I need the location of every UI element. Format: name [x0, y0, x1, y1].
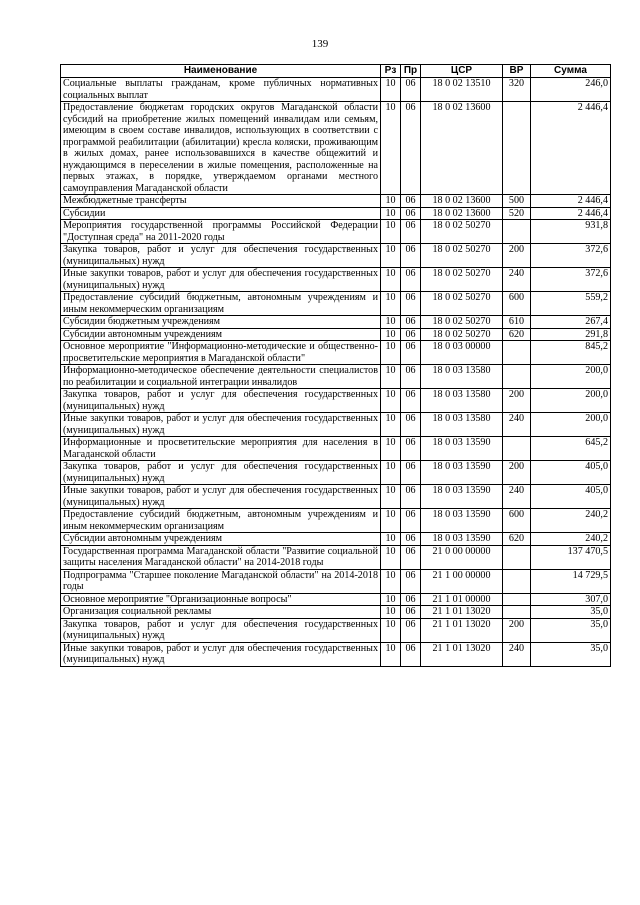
cell-vr [503, 593, 531, 606]
cell-vr: 620 [503, 328, 531, 341]
header-pr: Пр [401, 65, 421, 78]
cell-csr: 21 0 00 00000 [421, 545, 503, 569]
table-row [61, 606, 611, 619]
cell-name: Закупка товаров, работ и услуг для обеспечения государственных (муниципальных) нужд [61, 244, 381, 268]
cell-rz: 10 [381, 268, 401, 292]
table-row [61, 316, 611, 329]
cell-pr: 06 [401, 220, 421, 244]
cell-name: Мероприятия государственной программы Российской Федерации "Доступная среда" на 2011-2020 годы [61, 220, 381, 244]
cell-vr [503, 437, 531, 461]
cell-sum: 845,2 [531, 341, 611, 365]
cell-pr: 06 [401, 413, 421, 437]
cell-rz: 10 [381, 569, 401, 593]
cell-pr: 06 [401, 437, 421, 461]
page-number: 139 [311, 38, 329, 50]
cell-csr: 18 0 03 13580 [421, 365, 503, 389]
cell-name: Субсидии [61, 207, 381, 220]
cell-csr: 18 0 03 13580 [421, 389, 503, 413]
cell-csr: 18 0 03 13580 [421, 413, 503, 437]
cell-csr: 21 1 01 13020 [421, 618, 503, 642]
cell-vr: 610 [503, 316, 531, 329]
cell-rz: 10 [381, 533, 401, 546]
cell-sum: 137 470,5 [531, 545, 611, 569]
cell-vr: 620 [503, 533, 531, 546]
cell-rz: 10 [381, 207, 401, 220]
cell-csr: 18 0 02 50270 [421, 328, 503, 341]
cell-vr [503, 545, 531, 569]
cell-csr: 18 0 02 13600 [421, 207, 503, 220]
cell-sum: 372,6 [531, 268, 611, 292]
cell-vr [503, 220, 531, 244]
table-row [61, 207, 611, 220]
cell-sum: 267,4 [531, 316, 611, 329]
cell-sum: 240,2 [531, 533, 611, 546]
cell-sum: 559,2 [531, 292, 611, 316]
cell-csr: 21 1 00 00000 [421, 569, 503, 593]
cell-csr: 18 0 02 13600 [421, 195, 503, 208]
cell-sum: 240,2 [531, 509, 611, 533]
cell-sum: 2 446,4 [531, 195, 611, 208]
cell-vr: 240 [503, 268, 531, 292]
cell-pr: 06 [401, 341, 421, 365]
cell-name: Субсидии бюджетным учреждениям [61, 316, 381, 329]
cell-pr: 06 [401, 389, 421, 413]
cell-rz: 10 [381, 220, 401, 244]
cell-name: Предоставление субсидий бюджетным, автономным учреждениям и иным некоммерческим организациям [61, 292, 381, 316]
cell-name: Основное мероприятие "Организационные вопросы" [61, 593, 381, 606]
cell-vr: 320 [503, 78, 531, 102]
cell-sum: 405,0 [531, 461, 611, 485]
cell-pr: 06 [401, 509, 421, 533]
cell-rz: 10 [381, 437, 401, 461]
cell-rz: 10 [381, 365, 401, 389]
cell-sum: 246,0 [531, 78, 611, 102]
cell-pr: 06 [401, 365, 421, 389]
cell-rz: 10 [381, 485, 401, 509]
cell-rz: 10 [381, 593, 401, 606]
cell-sum: 200,0 [531, 365, 611, 389]
cell-pr: 06 [401, 533, 421, 546]
table-row [61, 195, 611, 208]
cell-csr: 18 0 02 50270 [421, 316, 503, 329]
cell-sum: 931,8 [531, 220, 611, 244]
cell-csr: 18 0 03 13590 [421, 533, 503, 546]
cell-vr: 600 [503, 292, 531, 316]
cell-sum: 645,2 [531, 437, 611, 461]
table-row [61, 244, 611, 268]
table-row [61, 292, 611, 316]
cell-pr: 06 [401, 618, 421, 642]
cell-rz: 10 [381, 316, 401, 329]
cell-csr: 18 0 02 50270 [421, 268, 503, 292]
cell-name: Подпрограмма "Старшее поколение Магаданской области" на 2014-2018 годы [61, 569, 381, 593]
cell-csr: 18 0 02 50270 [421, 244, 503, 268]
table-row [61, 341, 611, 365]
cell-sum: 35,0 [531, 642, 611, 666]
cell-rz: 10 [381, 545, 401, 569]
cell-pr: 06 [401, 642, 421, 666]
cell-pr: 06 [401, 207, 421, 220]
cell-csr: 18 0 03 00000 [421, 341, 503, 365]
cell-csr: 18 0 03 13590 [421, 485, 503, 509]
header-csr: ЦСР [421, 65, 503, 78]
cell-sum: 35,0 [531, 606, 611, 619]
cell-csr: 21 1 01 00000 [421, 593, 503, 606]
cell-csr: 21 1 01 13020 [421, 642, 503, 666]
cell-rz: 10 [381, 292, 401, 316]
cell-pr: 06 [401, 593, 421, 606]
cell-vr [503, 606, 531, 619]
table-row [61, 545, 611, 569]
cell-vr: 240 [503, 485, 531, 509]
cell-name: Закупка товаров, работ и услуг для обеспечения государственных (муниципальных) нужд [61, 389, 381, 413]
cell-name: Иные закупки товаров, работ и услуг для обеспечения государственных (муниципальных) нужд [61, 485, 381, 509]
cell-pr: 06 [401, 461, 421, 485]
cell-sum: 307,0 [531, 593, 611, 606]
cell-sum: 14 729,5 [531, 569, 611, 593]
cell-csr: 18 0 03 13590 [421, 509, 503, 533]
table-row [61, 413, 611, 437]
cell-vr: 200 [503, 461, 531, 485]
table-row [61, 437, 611, 461]
table-row [61, 78, 611, 102]
cell-rz: 10 [381, 618, 401, 642]
cell-rz: 10 [381, 413, 401, 437]
cell-rz: 10 [381, 642, 401, 666]
cell-name: Информационно-методическое обеспечение деятельности специалистов по реабилитации и социальной интеграции инвалидов [61, 365, 381, 389]
table-body [61, 78, 611, 667]
cell-rz: 10 [381, 328, 401, 341]
cell-name: Государственная программа Магаданской области "Развитие социальной защиты населения Магаданской области" на 2014-2018 годы [61, 545, 381, 569]
table-row [61, 389, 611, 413]
cell-sum: 35,0 [531, 618, 611, 642]
cell-vr: 240 [503, 413, 531, 437]
cell-rz: 10 [381, 606, 401, 619]
table-row [61, 642, 611, 666]
cell-pr: 06 [401, 485, 421, 509]
header-name: Наименование [61, 65, 381, 78]
table-row [61, 509, 611, 533]
cell-csr: 18 0 02 50270 [421, 292, 503, 316]
table-row [61, 461, 611, 485]
cell-vr: 240 [503, 642, 531, 666]
cell-sum: 405,0 [531, 485, 611, 509]
cell-name: Предоставление субсидий бюджетным, автономным учреждениям и иным некоммерческим организациям [61, 509, 381, 533]
cell-pr: 06 [401, 102, 421, 195]
cell-name: Организация социальной рекламы [61, 606, 381, 619]
cell-pr: 06 [401, 78, 421, 102]
table-row [61, 485, 611, 509]
cell-pr: 06 [401, 328, 421, 341]
cell-vr: 200 [503, 244, 531, 268]
cell-pr: 06 [401, 569, 421, 593]
table-row [61, 328, 611, 341]
cell-name: Иные закупки товаров, работ и услуг для обеспечения государственных (муниципальных) нужд [61, 413, 381, 437]
cell-rz: 10 [381, 244, 401, 268]
cell-sum: 200,0 [531, 389, 611, 413]
cell-csr: 21 1 01 13020 [421, 606, 503, 619]
cell-sum: 200,0 [531, 413, 611, 437]
table-row [61, 569, 611, 593]
header-rz: Рз [381, 65, 401, 78]
table-row [61, 618, 611, 642]
cell-sum: 291,8 [531, 328, 611, 341]
cell-name: Иные закупки товаров, работ и услуг для обеспечения государственных (муниципальных) нужд [61, 268, 381, 292]
cell-rz: 10 [381, 389, 401, 413]
cell-vr: 200 [503, 618, 531, 642]
header-sum: Сумма [531, 65, 611, 78]
cell-csr: 18 0 03 13590 [421, 437, 503, 461]
cell-rz: 10 [381, 78, 401, 102]
cell-pr: 06 [401, 292, 421, 316]
cell-sum: 2 446,4 [531, 102, 611, 195]
cell-rz: 10 [381, 195, 401, 208]
table-row [61, 220, 611, 244]
cell-vr: 500 [503, 195, 531, 208]
cell-vr: 520 [503, 207, 531, 220]
cell-name: Предоставление бюджетам городских округов Магаданской области субсидий на приобретение жилых помещений инвалидам или семьям, имеющим в своем составе инвалидов, использующих в соответствии с программой реабилитации (абилитации) кресла коляски, проживающим в жилых домах, ранее использовавшихся в качестве общежитий и нуждающимся в переселении в жилые помещения, расположенные на первых этажах, в порядке, утверждаемом органами местного самоуправления Магаданской области [61, 102, 381, 195]
table-row [61, 533, 611, 546]
cell-csr: 18 0 02 13510 [421, 78, 503, 102]
cell-vr: 600 [503, 509, 531, 533]
cell-rz: 10 [381, 341, 401, 365]
cell-csr: 18 0 03 13590 [421, 461, 503, 485]
cell-pr: 06 [401, 606, 421, 619]
cell-sum: 372,6 [531, 244, 611, 268]
cell-rz: 10 [381, 102, 401, 195]
header-vr: ВР [503, 65, 531, 78]
cell-pr: 06 [401, 244, 421, 268]
cell-pr: 06 [401, 268, 421, 292]
table-header-row [61, 65, 611, 78]
cell-name: Основное мероприятие "Информационно-методические и общественно-просветительские мероприятия в Магаданской области" [61, 341, 381, 365]
cell-rz: 10 [381, 461, 401, 485]
cell-name: Субсидии автономным учреждениям [61, 328, 381, 341]
cell-name: Субсидии автономным учреждениям [61, 533, 381, 546]
cell-vr [503, 341, 531, 365]
cell-csr: 18 0 02 50270 [421, 220, 503, 244]
cell-pr: 06 [401, 195, 421, 208]
cell-vr [503, 569, 531, 593]
cell-name: Межбюджетные трансферты [61, 195, 381, 208]
cell-csr: 18 0 02 13600 [421, 102, 503, 195]
cell-vr: 200 [503, 389, 531, 413]
cell-name: Социальные выплаты гражданам, кроме публичных нормативных социальных выплат [61, 78, 381, 102]
cell-sum: 2 446,4 [531, 207, 611, 220]
cell-name: Закупка товаров, работ и услуг для обеспечения государственных (муниципальных) нужд [61, 618, 381, 642]
cell-pr: 06 [401, 545, 421, 569]
budget-table [60, 64, 611, 667]
cell-vr [503, 365, 531, 389]
cell-vr [503, 102, 531, 195]
cell-name: Информационные и просветительские мероприятия для населения в Магаданской области [61, 437, 381, 461]
cell-rz: 10 [381, 509, 401, 533]
table-row [61, 593, 611, 606]
table-row [61, 268, 611, 292]
cell-pr: 06 [401, 316, 421, 329]
table-row [61, 102, 611, 195]
table-row [61, 365, 611, 389]
cell-name: Закупка товаров, работ и услуг для обеспечения государственных (муниципальных) нужд [61, 461, 381, 485]
cell-name: Иные закупки товаров, работ и услуг для обеспечения государственных (муниципальных) нужд [61, 642, 381, 666]
